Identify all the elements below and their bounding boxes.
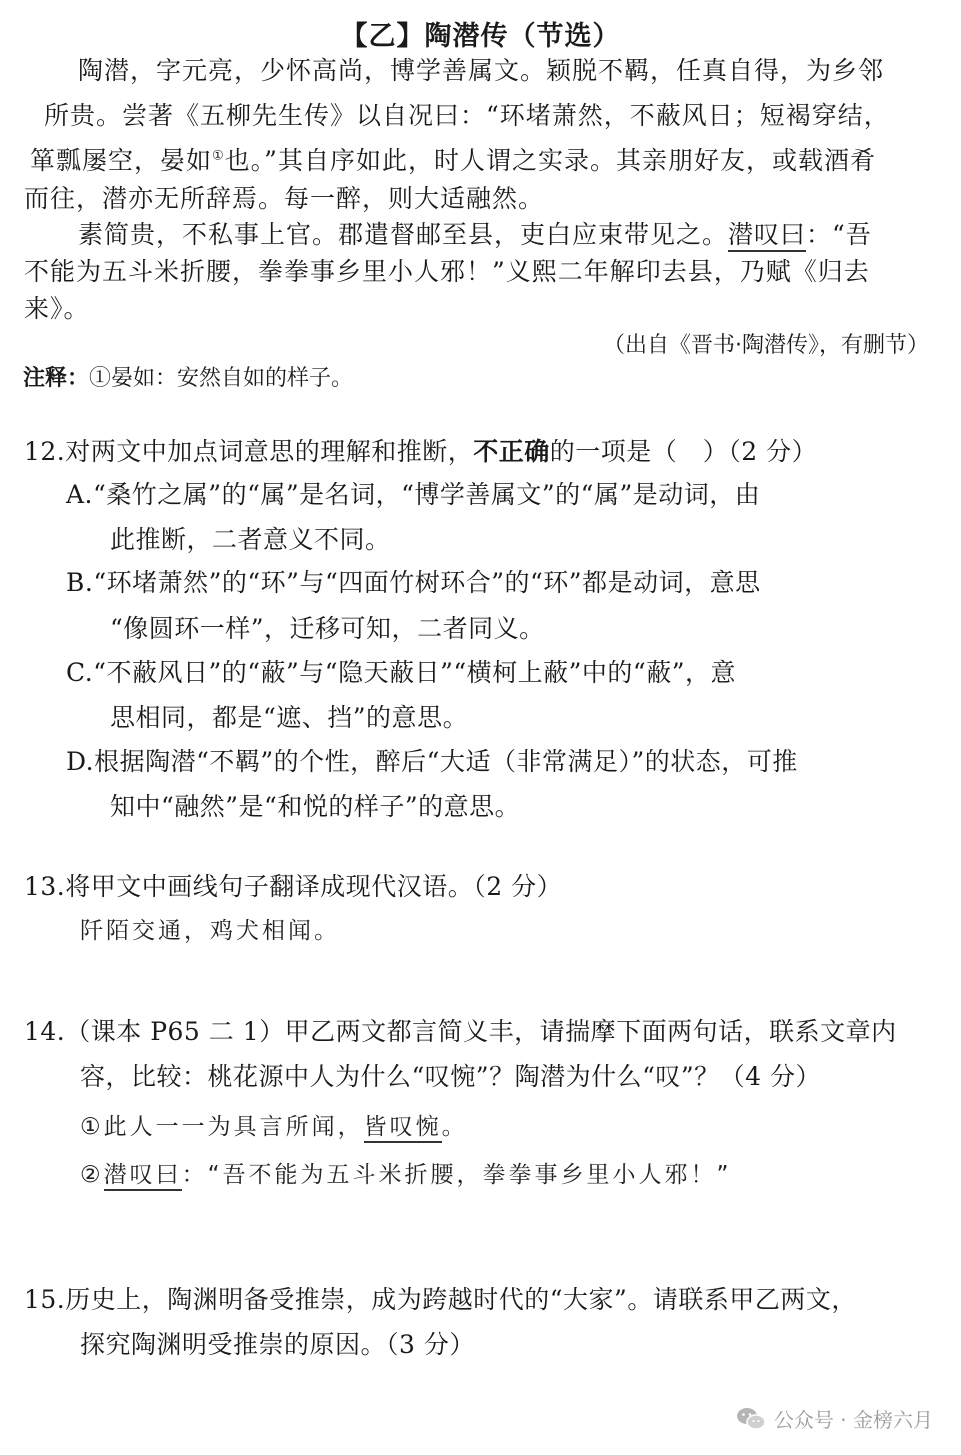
- q12-option-c-line2: 思相同，都是“遮、挡”的意思。: [110, 703, 469, 732]
- underlined-qian-tan-yue-2: 潜叹曰: [104, 1162, 182, 1191]
- passage-line-5-end: ：“吾: [806, 220, 872, 249]
- q12-option-b-line1: B.“环堵萧然”的“环”与“四面竹树环合”的“环”都是动词，意思: [66, 568, 761, 597]
- wechat-icon: [736, 1406, 766, 1432]
- q15-stem-line1: 15.历史上，陶渊明备受推崇，成为跨越时代的“大家”。请联系甲乙两文，: [24, 1285, 857, 1314]
- q14-sentence-2: [80, 1156, 731, 1189]
- q12-option-a-line2: 此推断，二者意义不同。: [110, 525, 391, 554]
- passage-line-3-end: 也。”其自序如此，时人谓之实录。其亲朋好友，或载酒肴: [224, 146, 876, 175]
- passage-line-5-start: 素简贵，不私事上官。郡遣督邮至县，吏白应束带见之。: [78, 220, 729, 249]
- q12-stem-start: 12.对两文中加点词意思的理解和推断，: [24, 437, 474, 466]
- passage-line-4: 而往，潜亦无所辞焉。每一醉，则大适融然。: [24, 184, 545, 213]
- q13-stem: 13.将甲文中画线句子翻译成现代汉语。（2 分）: [24, 872, 563, 901]
- passage-line-6: 不能为五斗米折腰，拳拳事乡里小人邪！”义熙二年解印去县，乃赋《归去: [24, 257, 870, 286]
- underlined-jie-tan-wan: 皆叹惋: [364, 1114, 442, 1143]
- passage-line-3: [30, 146, 876, 176]
- q14-sentence-1-end: 。: [441, 1114, 468, 1140]
- q14-stem-line2: 容，比较：桃花源中人为什么“叹惋”？陶潜为什么“叹”？（4 分）: [80, 1062, 821, 1091]
- footnote-marker: ①: [212, 148, 225, 164]
- passage-line-7: 来》。: [24, 294, 90, 323]
- q12-stem: [24, 437, 817, 467]
- passage-line-3-start: 箪瓢屡空，晏如: [30, 146, 213, 175]
- q12-stem-end: 的一项是（ ）（2 分）: [549, 437, 818, 466]
- q14-stem-line1: 14.（课本 P65 二 1）甲乙两文都言简义丰，请揣摩下面两句话，联系文章内: [24, 1017, 897, 1046]
- watermark: [736, 1404, 933, 1433]
- q14-sentence-1-start: ①此人一一为具言所闻，: [80, 1114, 364, 1140]
- annotation-text: ①晏如：安然自如的样子。: [89, 366, 354, 391]
- passage-line-1: 陶潜，字元亮，少怀高尚，博学善属文。颖脱不羁，任真自得，为乡邻: [78, 56, 885, 85]
- q14-sentence-2-end: ：“吾不能为五斗米折腰，拳拳事乡里小人邪！”: [181, 1162, 732, 1188]
- q15-stem-line2: 探究陶渊明受推崇的原因。（3 分）: [80, 1330, 475, 1359]
- annotation-label: 注释：: [23, 366, 90, 391]
- passage-source: （出自《晋书·陶潜传》，有删节）: [603, 333, 929, 358]
- q12-option-b-line2: “像圆环一样”，迁移可知，二者同义。: [110, 614, 545, 643]
- passage-line-5: [78, 220, 872, 250]
- underlined-qian-tan-yue: 潜叹曰: [728, 220, 806, 252]
- q12-option-c-line1: C.“不蔽风日”的“蔽”与“隐天蔽日”“横柯上蔽”中的“蔽”，意: [66, 658, 736, 687]
- q13-sentence: 阡陌交通，鸡犬相闻。: [80, 918, 340, 944]
- q14-sentence-2-marker: ②: [80, 1162, 104, 1188]
- passage-title: 【乙】陶潜传（节选）: [340, 21, 621, 52]
- q14-sentence-1: [80, 1108, 468, 1141]
- q12-option-a-line1: A.“桑竹之属”的“属”是名词，“博学善属文”的“属”是动词，由: [66, 480, 761, 509]
- q12-option-d-line2: 知中“融然”是“和悦的样子”的意思。: [110, 792, 521, 821]
- watermark-text: 公众号 · 金榜六月: [773, 1408, 933, 1432]
- q12-option-d-line1: D.根据陶潜“不羁”的个性，醉后“大适（非常满足）”的状态，可推: [66, 747, 798, 776]
- annotation: [23, 361, 353, 392]
- passage-line-2: 所贵。尝著《五柳先生传》以自况曰：“环堵萧然，不蔽风日；短褐穿结，: [44, 101, 890, 130]
- q12-stem-emphasis: 不正确: [473, 437, 550, 466]
